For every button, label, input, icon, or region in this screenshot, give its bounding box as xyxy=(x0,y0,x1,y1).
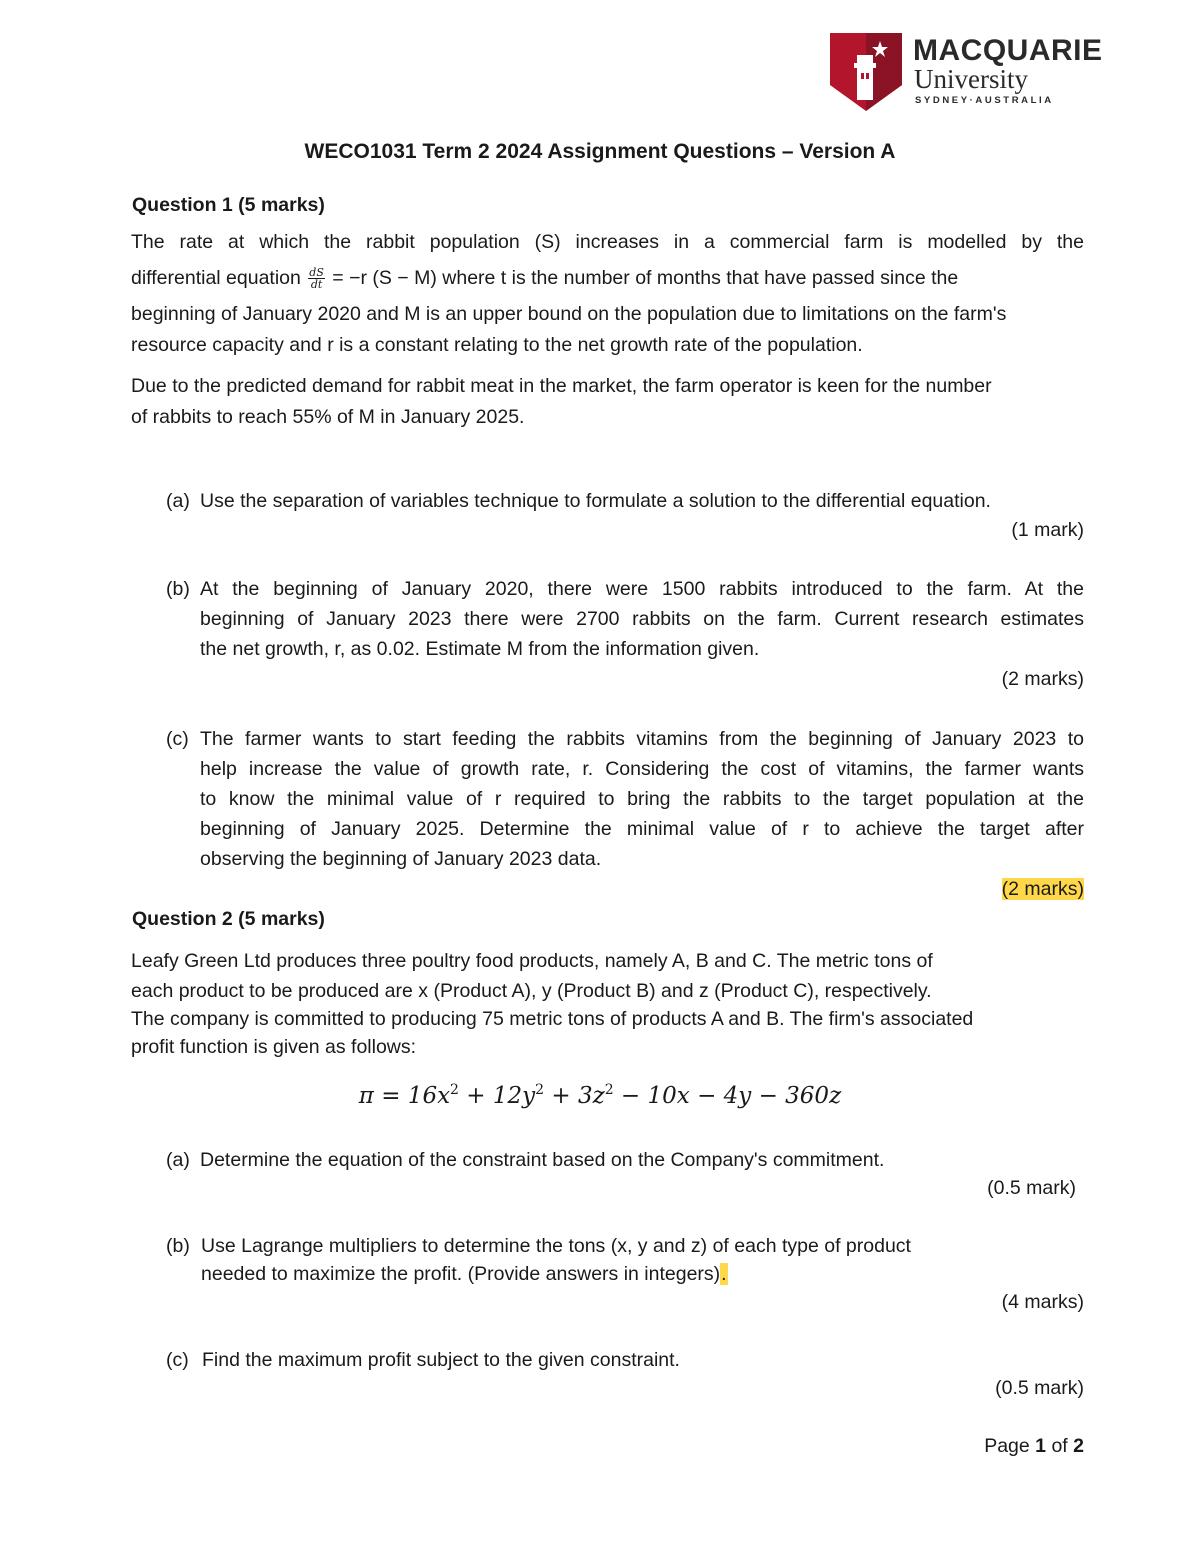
q1-intro-line-2-text: differential equation xyxy=(131,267,301,289)
q1-part-c-line-4: beginning of January 2025. Determine the minimal value of r to achieve the target after xyxy=(200,818,1084,840)
q1-part-b-line-1: At the beginning of January 2020, there were 1500 rabbits introduced to the farm. At the xyxy=(200,578,1084,600)
q2-part-b-highlight-mark: . xyxy=(721,1263,727,1285)
q2-intro-line-2: each product to be produced are x (Product A), y (Product B) and z (Product C), respectively. xyxy=(131,980,932,1002)
q1-part-b-marks: (2 marks) xyxy=(1001,668,1084,690)
logo-university: University xyxy=(914,64,1028,94)
q1-context-line-1: Due to the predicted demand for rabbit meat in the market, the farm operator is keen for the number xyxy=(131,375,992,397)
q2-part-b-line-1: Use Lagrange multipliers to determine the tons (x, y and z) of each type of product xyxy=(201,1235,911,1257)
profit-function-equation: $\pi = 16x^2 + 12y^2 + 3z^2 - 10x - 4y - 360z$ xyxy=(358,1082,842,1109)
q2-part-a-text: Determine the equation of the constraint based on the Company's commitment. xyxy=(200,1149,885,1171)
q1-intro-line-1: The rate at which the rabbit population (S) increases in a commercial farm is modelled by the xyxy=(131,231,1084,253)
q2-intro-line-4: profit function is given as follows: xyxy=(131,1036,417,1058)
logo-wordmark: MACQUARIE xyxy=(913,34,1103,67)
q2-intro-line-1: Leafy Green Ltd produces three poultry food products, namely A, B and C. The metric tons of xyxy=(131,950,933,972)
question-1-heading: Question 1 (5 marks) xyxy=(132,194,325,216)
q1-part-b-line-3: the net growth, r, as 0.02. Estimate M from the information given. xyxy=(200,638,760,660)
q1-part-a-marks: (1 mark) xyxy=(1011,519,1084,541)
question-2-heading: Question 2 (5 marks) xyxy=(132,908,325,930)
q2-part-b-label: (b) xyxy=(166,1235,190,1257)
q1-intro-line-2-equation: = −r (S − M) where t is the number of months that have passed since the xyxy=(332,267,959,289)
q1-part-c-line-2: help increase the value of growth rate, r. Considering the cost of vitamins, the farmer wants xyxy=(200,758,1084,780)
logo-location: SYDNEY·AUSTRALIA xyxy=(915,95,1054,106)
q1-intro-line-4: resource capacity and r is a constant relating to the net growth rate of the population. xyxy=(131,334,863,356)
q2-part-c-text: Find the maximum profit subject to the given constraint. xyxy=(202,1349,680,1371)
q2-part-c-label: (c) xyxy=(166,1349,189,1371)
document-title: WECO1031 Term 2 2024 Assignment Questions – Version A xyxy=(304,140,896,163)
q2-part-b-marks: (4 marks) xyxy=(1001,1291,1084,1313)
q1-part-a-text: Use the separation of variables technique to formulate a solution to the differential equation. xyxy=(200,490,991,512)
q2-part-b-line-2-text: needed to maximize the profit. (Provide answers in integers) xyxy=(201,1263,721,1285)
derivative-fraction: $\frac{dS}{dt}$ xyxy=(309,266,324,292)
q2-part-a-label: (a) xyxy=(166,1149,190,1171)
q1-part-c-line-3: to know the minimal value of r required to bring the rabbits to the target population at the xyxy=(200,788,1084,810)
q2-part-a-marks: (0.5 mark) xyxy=(987,1177,1076,1199)
q2-intro-line-3: The company is committed to producing 75 metric tons of products A and B. The firm's associated xyxy=(131,1008,974,1030)
q1-part-c-marks-container xyxy=(884,874,1084,904)
q1-part-c-line-1: The farmer wants to start feeding the rabbits vitamins from the beginning of January 2023 to xyxy=(200,728,1084,750)
page-number: Page 1 of 2 xyxy=(984,1435,1084,1457)
q1-part-c-label: (c) xyxy=(166,728,189,750)
q2-part-b-line-2 xyxy=(201,1259,1085,1289)
q1-intro-line-2 xyxy=(131,263,1084,293)
q1-part-c-marks: (2 marks) xyxy=(1001,878,1084,900)
q1-part-b-label: (b) xyxy=(166,578,190,600)
q1-context-line-2: of rabbits to reach 55% of M in January 2025. xyxy=(131,406,525,428)
q1-part-a-label: (a) xyxy=(166,490,190,512)
q1-part-c-line-5: observing the beginning of January 2023 data. xyxy=(200,848,602,870)
q1-part-b-line-2: beginning of January 2023 there were 2700 rabbits on the farm. Current research estimates xyxy=(200,608,1084,630)
macquarie-shield-logo-icon xyxy=(830,33,902,111)
q2-part-c-marks: (0.5 mark) xyxy=(995,1377,1084,1399)
q1-intro-line-3: beginning of January 2020 and M is an upper bound on the population due to limitations on the farm's xyxy=(131,303,1007,325)
